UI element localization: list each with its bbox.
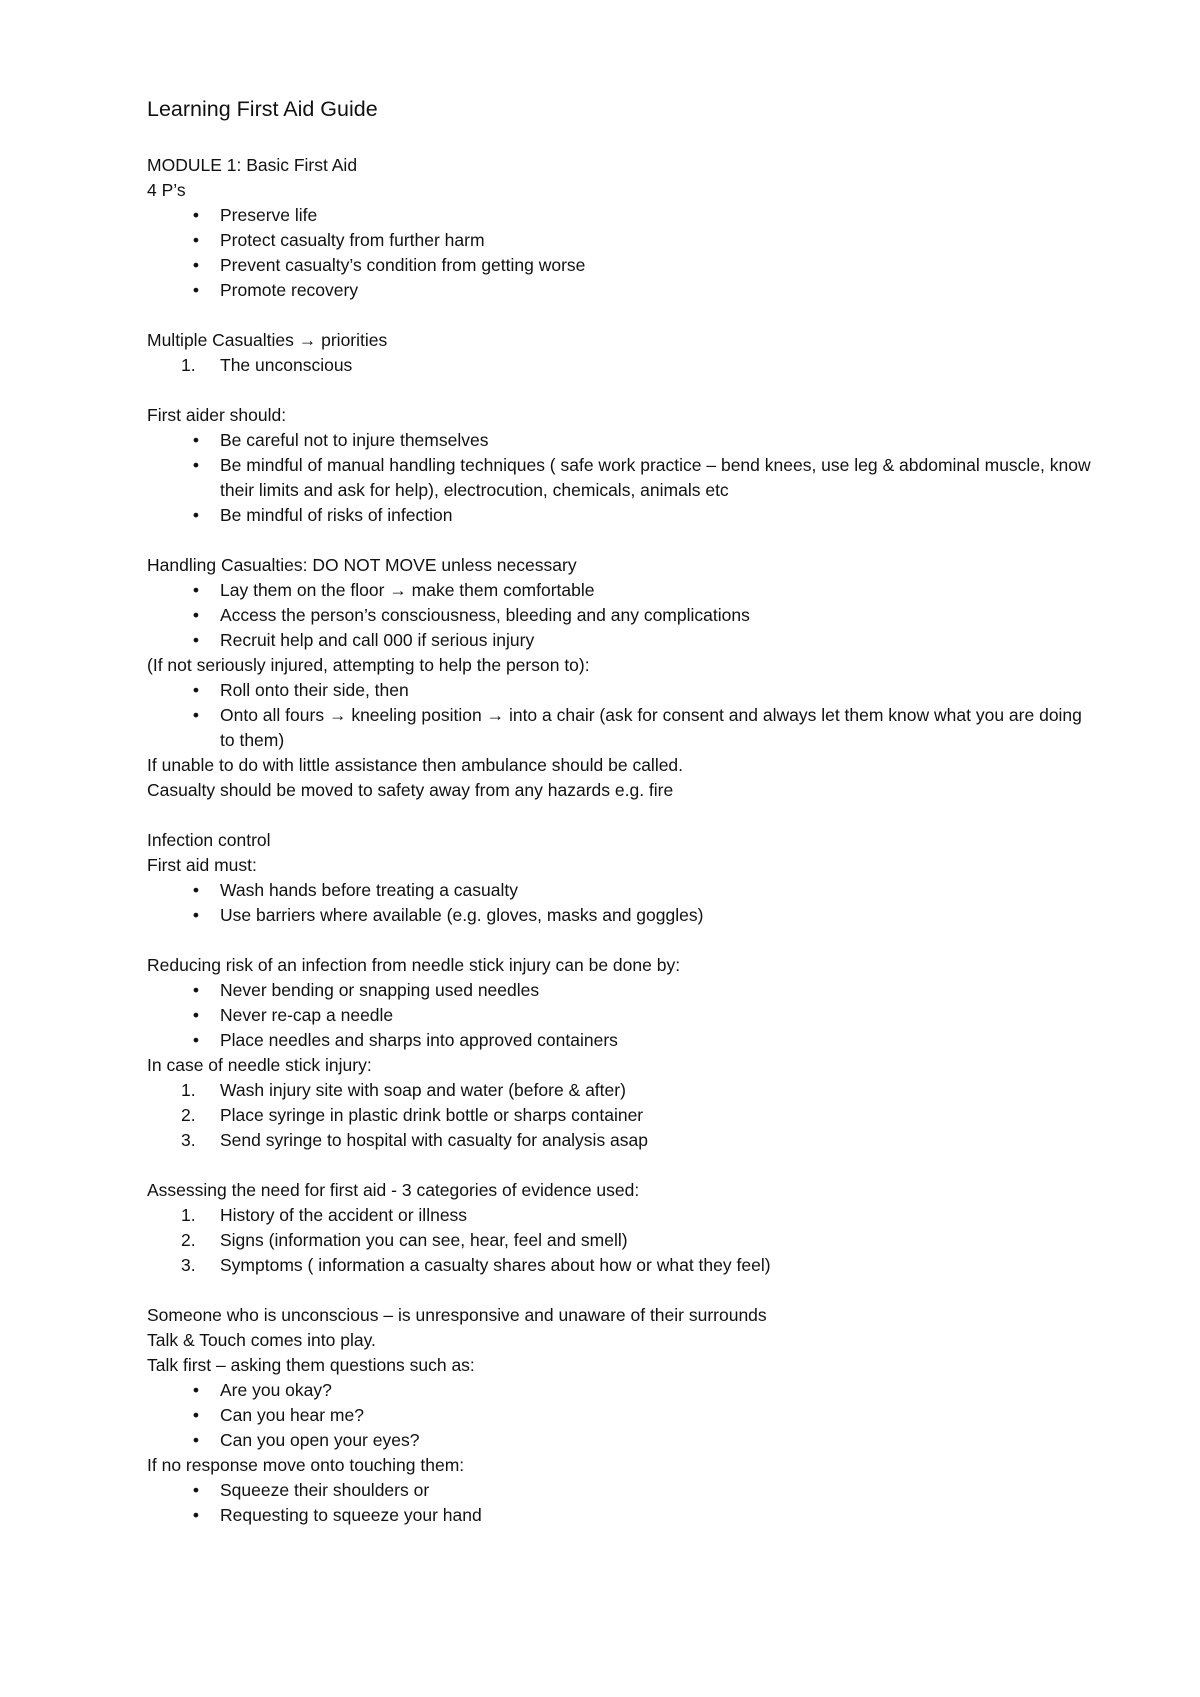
bullet-marker: • — [192, 430, 200, 450]
subheading: First aid must: — [147, 855, 257, 875]
list-item: 1. The unconscious — [147, 353, 1087, 378]
list-item: • Roll onto their side, then — [147, 678, 1087, 703]
subheading: If no response move onto touching them: — [147, 1455, 465, 1475]
list-item: • Preserve life — [147, 203, 1087, 228]
list-item: • Never re-cap a needle — [147, 1003, 1087, 1028]
list-item: 2. Place syringe in plastic drink bottle or sharps container — [147, 1103, 1087, 1128]
list-item: • Promote recovery — [147, 278, 1087, 303]
module-heading: MODULE 1: Basic First Aid — [147, 155, 358, 175]
bullet-marker: • — [192, 880, 200, 900]
document-body — [147, 153, 1091, 1528]
paragraph: Talk first – asking them questions such as: — [147, 1355, 475, 1375]
bullet-marker: • — [192, 680, 200, 700]
list-item: 3. Send syringe to hospital with casualty for analysis asap — [147, 1128, 1087, 1153]
note-text: (If not seriously injured, attempting to help the person to): — [147, 655, 590, 675]
bullet-marker: • — [192, 455, 200, 475]
list-item: • Be mindful of risks of infection — [147, 503, 1087, 528]
document-title: Learning First Aid Guide — [147, 97, 378, 121]
list-item: • Use barriers where available (e.g. gloves, masks and goggles) — [147, 903, 1087, 928]
bullet-marker: • — [192, 1505, 200, 1525]
subheading: In case of needle stick injury: — [147, 1055, 372, 1075]
list-item: 2. Signs (information you can see, hear, feel and smell) — [147, 1228, 1087, 1253]
bullet-marker: • — [192, 580, 200, 600]
list-item: • Onto all fours → kneeling position → into a chair (ask for consent and always let them know what you are doing to them) — [147, 703, 1087, 753]
bullet-marker: • — [192, 905, 200, 925]
list-item: • Recruit help and call 000 if serious injury — [147, 628, 1087, 653]
number-marker: 3. — [181, 1255, 196, 1275]
bullet-marker: • — [192, 205, 200, 225]
list-item: • Prevent casualty’s condition from getting worse — [147, 253, 1087, 278]
right-arrow-icon: → — [298, 330, 317, 350]
list-item: • Are you okay? — [147, 1378, 1087, 1403]
section-heading-multiple-casualties: Multiple Casualties → priorities — [147, 330, 388, 350]
bullet-marker: • — [192, 1480, 200, 1500]
list-item: • Access the person’s consciousness, bleeding and any complications — [147, 603, 1087, 628]
number-marker: 1. — [181, 1205, 196, 1225]
bullet-marker: • — [192, 1380, 200, 1400]
bullet-marker: • — [192, 980, 200, 1000]
number-marker: 3. — [181, 1130, 196, 1150]
bullet-marker: • — [192, 1005, 200, 1025]
number-marker: 1. — [181, 355, 196, 375]
right-arrow-icon: → — [389, 580, 407, 600]
list-item: • Requesting to squeeze your hand — [147, 1503, 1087, 1528]
list-item: 1. History of the accident or illness — [147, 1203, 1087, 1228]
section-heading-handling: Handling Casualties: DO NOT MOVE unless necessary — [147, 555, 577, 575]
list-item: • Place needles and sharps into approved containers — [147, 1028, 1087, 1053]
bullet-marker: • — [192, 505, 200, 525]
list-item: • Squeeze their shoulders or — [147, 1478, 1087, 1503]
bullet-marker: • — [192, 230, 200, 250]
list-item: • Wash hands before treating a casualty — [147, 878, 1087, 903]
bullet-marker: • — [192, 280, 200, 300]
list-item: 3. Symptoms ( information a casualty shares about how or what they feel) — [147, 1253, 1087, 1278]
number-marker: 2. — [181, 1230, 196, 1250]
paragraph: Talk & Touch comes into play. — [147, 1330, 376, 1350]
list-item: • Can you open your eyes? — [147, 1428, 1087, 1453]
bullet-marker: • — [192, 1430, 200, 1450]
bullet-marker: • — [192, 255, 200, 275]
list-item: • Lay them on the floor → make them comfortable — [147, 578, 1087, 603]
list-item: • Can you hear me? — [147, 1403, 1087, 1428]
list-item: 1. Wash injury site with soap and water (before & after) — [147, 1078, 1087, 1103]
list-item: • Protect casualty from further harm — [147, 228, 1087, 253]
section-heading-first-aider: First aider should: — [147, 405, 287, 425]
number-marker: 1. — [181, 1080, 196, 1100]
bullet-marker: • — [192, 605, 200, 625]
right-arrow-icon: → — [486, 705, 505, 725]
list-item: • Be careful not to injure themselves — [147, 428, 1087, 453]
section-heading-infection: Infection control — [147, 830, 271, 850]
paragraph: Casualty should be moved to safety away from any hazards e.g. fire — [147, 780, 674, 800]
list-item: • Be mindful of manual handling techniques ( safe work practice – bend knees, use leg & abdominal muscle, know their limits and ask for help), electrocution, chemicals, animals etc — [147, 453, 1087, 503]
bullet-marker: • — [192, 705, 200, 725]
bullet-marker: • — [192, 1030, 200, 1050]
section-heading-4ps: 4 P’s — [147, 180, 186, 200]
number-marker: 2. — [181, 1105, 196, 1125]
paragraph: If unable to do with little assistance then ambulance should be called. — [147, 755, 684, 775]
section-heading-assessing: Assessing the need for first aid - 3 categories of evidence used: — [147, 1180, 640, 1200]
paragraph: Someone who is unconscious – is unresponsive and unaware of their surrounds — [147, 1305, 767, 1325]
bullet-marker: • — [192, 1405, 200, 1425]
list-item: • Never bending or snapping used needles — [147, 978, 1087, 1003]
section-heading-needle: Reducing risk of an infection from needle stick injury can be done by: — [147, 955, 681, 975]
bullet-marker: • — [192, 630, 200, 650]
right-arrow-icon: → — [328, 705, 347, 725]
